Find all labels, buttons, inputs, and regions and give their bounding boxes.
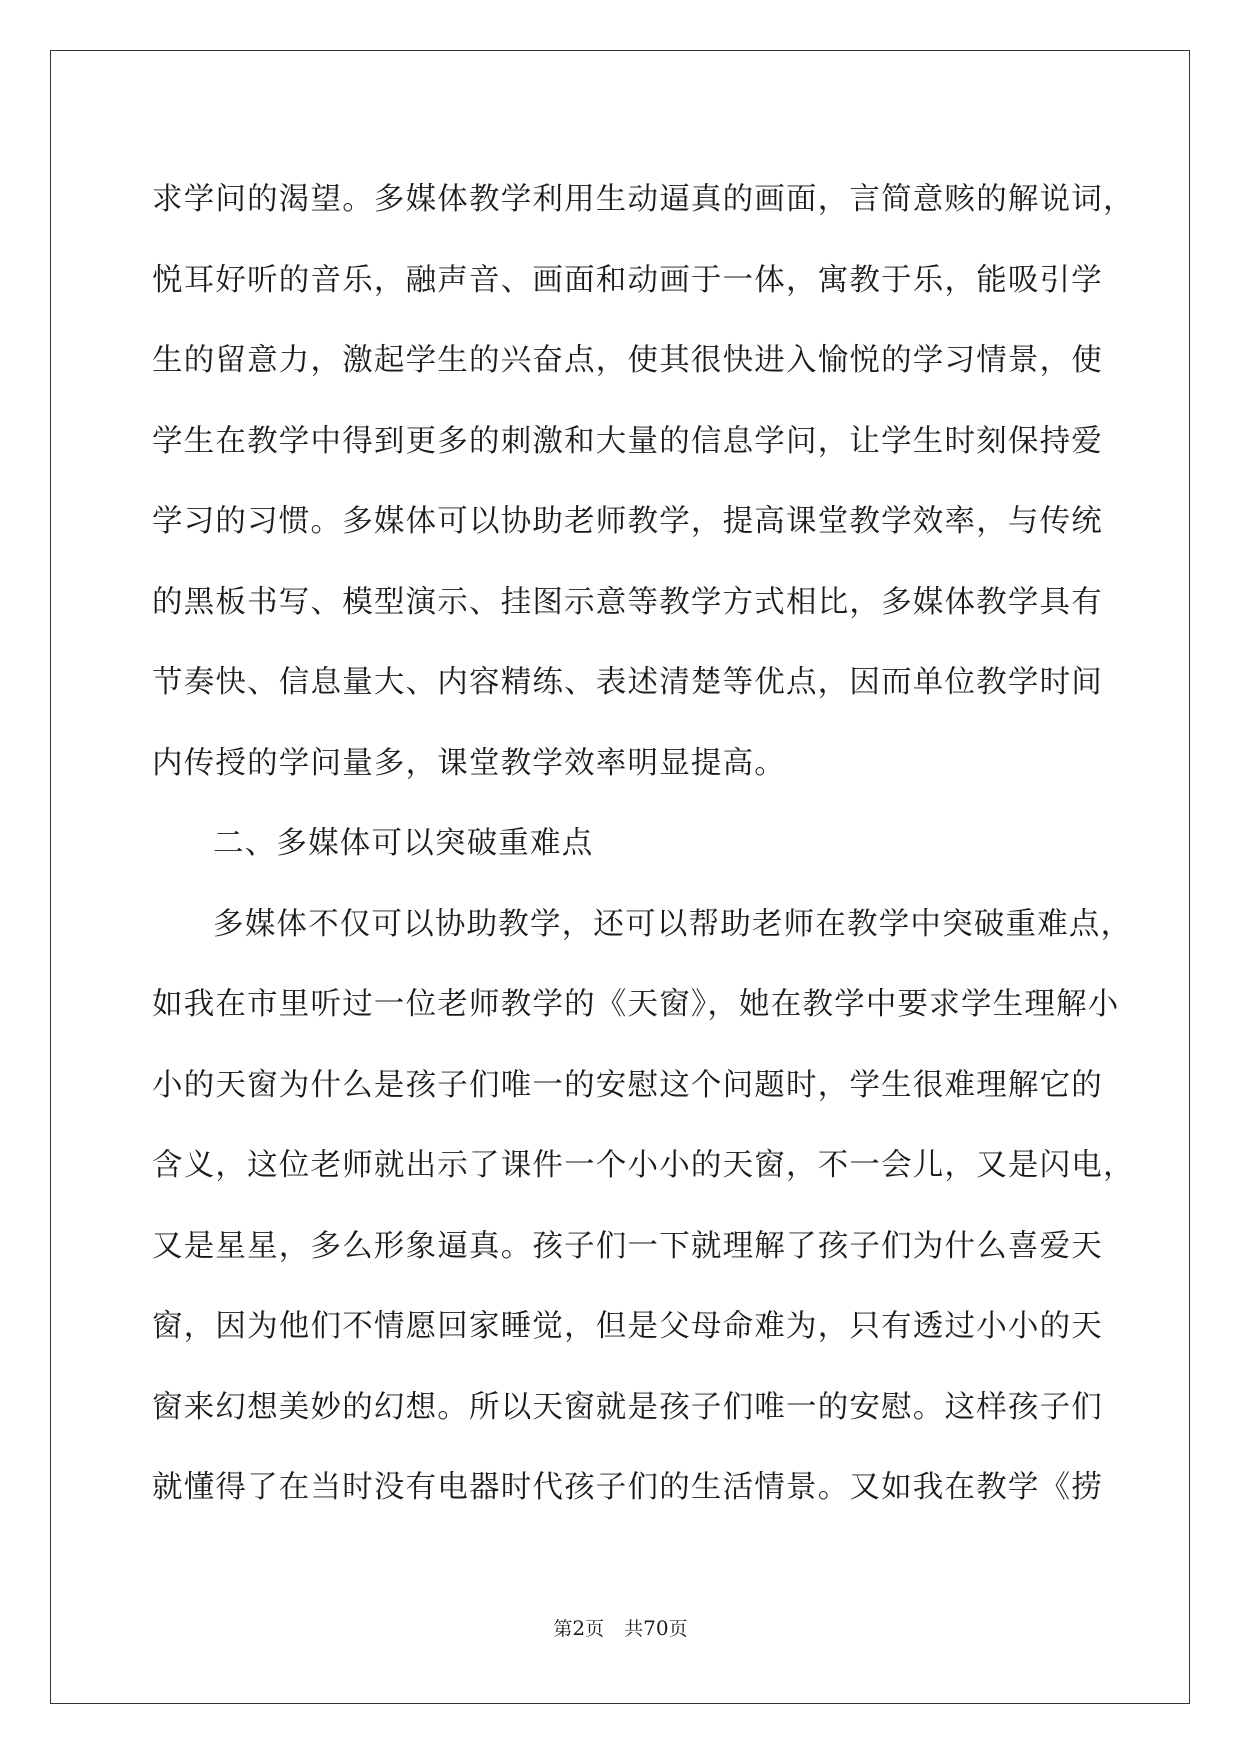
total-prefix: 共 xyxy=(624,1618,644,1640)
text-line: 如我在市里听过一位老师教学的《天窗》，她在教学中要求学生理解小 xyxy=(152,987,1120,1022)
text-line: 内传授的学问量多，课堂教学效率明显提高。 xyxy=(152,745,786,781)
page-suffix: 页 xyxy=(585,1618,605,1640)
text-line: 学生在教学中得到更多的刺激和大量的信息学问，让学生时刻保持爱 xyxy=(152,423,1103,459)
text-line: 窗来幻想美妙的幻想。所以天窗就是孩子们唯一的安慰。这样孩子们 xyxy=(152,1389,1103,1425)
text-line: 的黑板书写、模型演示、挂图示意等教学方式相比，多媒体教学具有 xyxy=(152,584,1103,620)
total-pages: 70 xyxy=(643,1616,669,1640)
text-line: 又是星星，多么形象逼真。孩子们一下就理解了孩子们为什么喜爱天 xyxy=(152,1228,1103,1264)
page-number: 2 xyxy=(572,1616,586,1640)
document-body xyxy=(152,160,1135,1529)
text-line: 就懂得了在当时没有电器时代孩子们的生活情景。又如我在教学《捞 xyxy=(152,1470,1103,1505)
page-footer xyxy=(0,1616,1241,1641)
text-line: 小的天窗为什么是孩子们唯一的安慰这个问题时，学生很难理解它的 xyxy=(152,1067,1103,1103)
text-line: 求学问的渴望。多媒体教学利用生动逼真的画面，言简意赅的解说词， xyxy=(152,182,1135,217)
text-line: 学习的习惯。多媒体可以协助老师教学，提高课堂教学效率，与传统 xyxy=(152,504,1103,539)
text-line: 多媒体不仅可以协助教学，还可以帮助老师在教学中突破重难点， xyxy=(213,906,1133,942)
text-line: 含义，这位老师就出示了课件一个小小的天窗，不一会儿，又是闪电， xyxy=(152,1148,1135,1183)
text-line: 悦耳好听的音乐，融声音、画面和动画于一体，寓教于乐，能吸引学 xyxy=(152,262,1103,298)
total-suffix: 页 xyxy=(668,1618,688,1640)
text-line: 节奏快、信息量大、内容精练、表述清楚等优点，因而单位教学时间 xyxy=(152,665,1103,700)
text-line: 窗，因为他们不情愿回家睡觉，但是父母命难为，只有透过小小的天 xyxy=(152,1309,1103,1344)
text-line: 生的留意力，激起学生的兴奋点，使其很快进入愉悦的学习情景，使 xyxy=(152,343,1103,378)
page-prefix: 第 xyxy=(553,1618,573,1640)
section-heading: 二、多媒体可以突破重难点 xyxy=(213,826,594,861)
